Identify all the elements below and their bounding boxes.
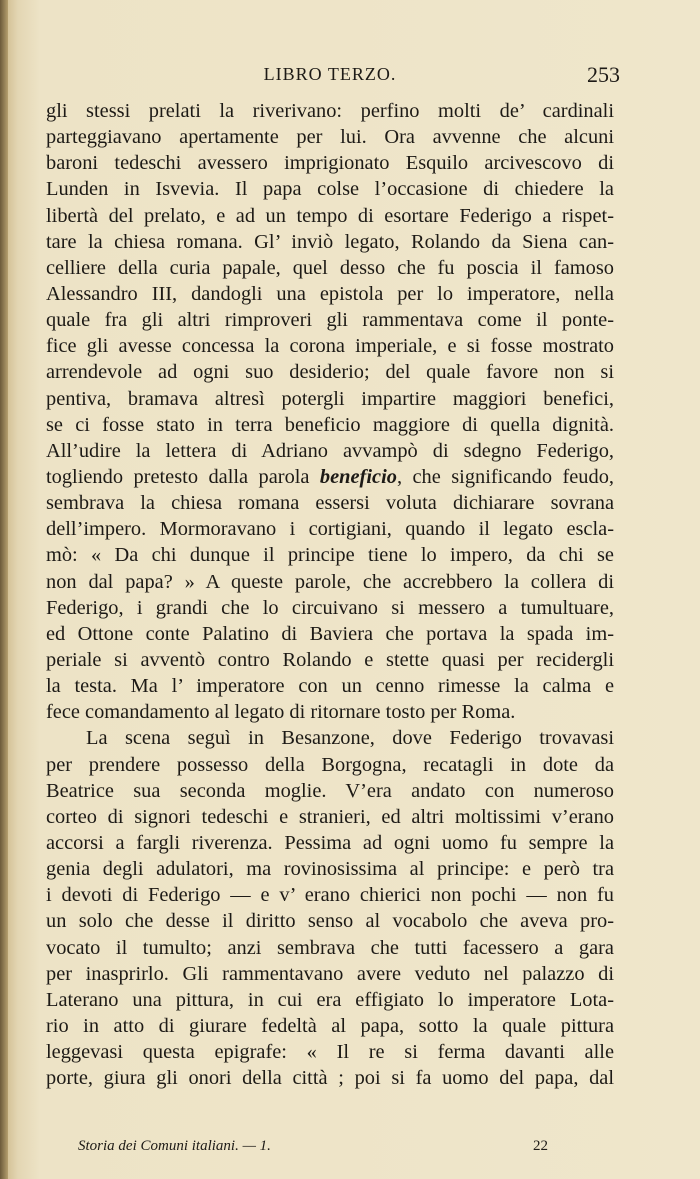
text-line: Federigo, i grandi che lo circuivano si messero a tumultuare,	[46, 596, 614, 619]
text-line: leggevasi questa epigrafe: « Il re si ferma davanti alle	[46, 1041, 614, 1064]
text-line: fice gli avesse concessa la corona imperiale, e si fosse mostrato	[46, 335, 614, 358]
page-binding-edge	[0, 0, 8, 1179]
text-line: Lunden in Isvevia. Il papa colse l’occasione di chiedere la	[46, 178, 614, 201]
text-line: All’udire la lettera di Adriano avvampò di sdegno Federigo,	[46, 439, 614, 462]
text-line: celliere della curia papale, quel desso che fu poscia il famoso	[46, 256, 614, 279]
text-line: La scena seguì in Besanzone, dove Federigo trovavasi	[86, 727, 614, 750]
text-line: non dal papa? » A queste parole, che accrebbero la collera di	[46, 570, 614, 593]
text-line: fece comandamento al legato di ritornare tosto per Roma.	[46, 701, 516, 724]
signature-mark: 22	[533, 1138, 548, 1154]
page-body	[46, 98, 614, 1091]
text-line: parteggiavano apertamente per lui. Ora avvenne che alcuni	[46, 126, 614, 149]
text-line: Beatrice sua seconda moglie. V’era andato con numeroso	[46, 779, 614, 802]
text-line: mò: « Da chi dunque il principe tiene lo impero, da chi se	[46, 544, 614, 567]
text-line: un solo che desse il diritto senso al vocabolo che aveva pro-	[46, 910, 614, 933]
text-line: togliendo pretesto dalla parola beneficio, che significando feudo,	[46, 465, 614, 488]
text-line: Alessandro III, dandogli una epistola per lo imperatore, nella	[46, 282, 614, 305]
text-line: libertà del prelato, e ad un tempo di esortare Federigo a rispet-	[46, 204, 614, 227]
text-line: quale fra gli altri rimproveri gli rammentava come il ponte-	[46, 309, 614, 332]
text-line: i devoti di Federigo — e v’ erano chierici non pochi — non fu	[46, 884, 614, 907]
text-line: ed Ottone conte Palatino di Baviera che portava la spada im-	[46, 622, 614, 645]
page-footer	[78, 1138, 548, 1160]
text-line: la testa. Ma l’ imperatore con un cenno rimesse la calma e	[46, 675, 614, 698]
text-line: pentiva, bramava altresì potergli impartire maggiori benefici,	[46, 387, 614, 410]
page-header	[40, 62, 620, 92]
text-line: vocato il tumulto; anzi sembrava che tutti facessero a gara	[46, 936, 614, 959]
text-line: arrendevole ad ogni suo desiderio; del quale favore non si	[46, 361, 614, 384]
text-line: periale si avventò contro Rolando e stette quasi per recidergli	[46, 648, 614, 671]
running-head: LIBRO TERZO.	[263, 64, 397, 84]
paragraph-2	[46, 725, 614, 1091]
text-line: gli stessi prelati la riverivano: perfino molti de’ cardinali	[46, 100, 614, 122]
text-line: corteo di signori tedeschi e stranieri, ed altri moltissimi v’erano	[46, 805, 614, 828]
paragraph-1	[46, 98, 614, 725]
text-line: tare la chiesa romana. Gl’ inviò legato, Rolando da Siena can-	[46, 230, 614, 253]
text-line: per prendere possesso della Borgogna, recatagli in dote da	[46, 753, 614, 776]
text-line: genia degli adulatori, ma rovinosissima al principe: e però tra	[46, 858, 614, 881]
footer-book-title: Storia dei Comuni italiani. — 1.	[78, 1138, 271, 1154]
text-line: sembrava la chiesa romana essersi voluta dichiarare sovrana	[46, 492, 614, 515]
text-line: per inasprirlo. Gli rammentavano avere veduto nel palazzo di	[46, 962, 614, 985]
text-line: baroni tedeschi avessero imprigionato Esquilo arcivescovo di	[46, 152, 614, 175]
text-line: rio in atto di giurare fedeltà al papa, sotto la quale pittura	[46, 1014, 614, 1037]
text-line: Laterano una pittura, in cui era effigiato lo imperatore Lota-	[46, 988, 614, 1011]
text-line: porte, giura gli onori della città ; poi si fa uomo del papa, dal	[46, 1067, 614, 1090]
page-number: 253	[587, 62, 620, 87]
text-line: dell’impero. Mormoravano i cortigiani, quando il legato escla-	[46, 518, 614, 541]
text-line: se ci fosse stato in terra beneficio maggiore di quella dignità.	[46, 413, 614, 436]
text-line: accorsi a fargli riverenza. Pessima ad ogni uomo fu sempre la	[46, 831, 614, 854]
